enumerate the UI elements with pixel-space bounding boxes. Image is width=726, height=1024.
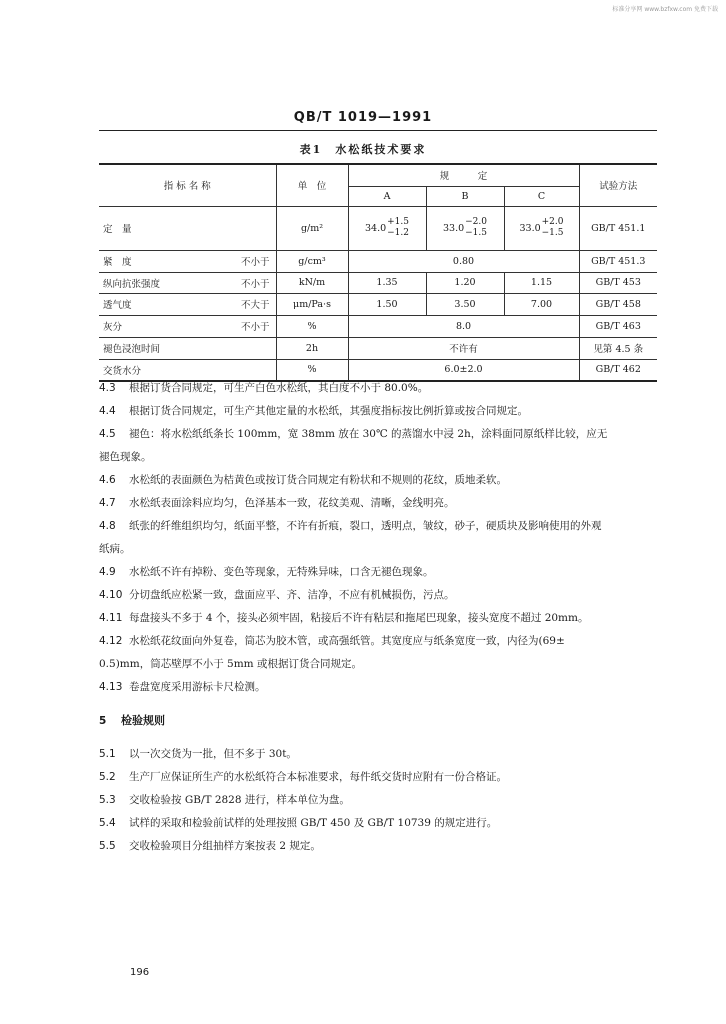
row-name: 定 量 — [99, 206, 231, 250]
row-value: 6.0±2.0 — [348, 359, 579, 381]
clause-5-3: 5.3 交收检验按 GB/T 2828 进行，样本单位为盘。 — [99, 794, 350, 806]
clause-5-4: 5.4 试样的采取和检验前试样的处理按照 GB/T 450 及 GB/T 10739 的规定进行。 — [99, 817, 498, 829]
header-rule — [99, 130, 657, 131]
row-condition — [231, 206, 276, 250]
clause-4-6: 4.6 水松纸的表面颜色为桔黄色或按订货合同规定有粉状和不规则的花纹，质地柔软。 — [99, 474, 507, 486]
row-unit: μm/Pa·s — [276, 293, 348, 315]
grade-b-value: 33.0 −2.0 −1.5 — [426, 206, 504, 250]
row-condition: 不小于 — [231, 315, 276, 337]
clause-4-8: 4.8 纸张的纤维组织均匀，纸面平整，不许有折痕，裂口，透明点，皱纹，砂子，硬质块及影响使用的外观 纸病。 — [99, 520, 602, 555]
clause-4-9: 4.9 水松纸不许有掉粉、变色等现象，无特殊异味，口含无褪色现象。 — [99, 566, 434, 578]
grade-a-value: 1.50 — [348, 293, 426, 315]
clause-5-5: 5.5 交收检验项目分组抽样方案按表 2 规定。 — [99, 840, 321, 852]
col-header-spec: 规 定 — [348, 164, 579, 186]
clause-4-5: 4.5 褪色：将水松纸纸条长 100mm，宽 38mm 放在 30℃ 的蒸馏水中浸 2h，涂料面同原纸样比较，应无 褪色现象。 — [99, 428, 608, 463]
row-unit: 2h — [276, 337, 348, 359]
grade-a-value: 34.0 +1.5 −1.2 — [348, 206, 426, 250]
row-condition: 不小于 — [231, 272, 276, 293]
spec-table — [99, 163, 657, 382]
table-row — [99, 272, 657, 293]
row-name: 交货水分 — [99, 359, 231, 381]
col-header-grade-a: A — [348, 186, 426, 206]
section-5-heading: 5 检验规则 — [99, 714, 165, 727]
clause-4-7: 4.7 水松纸表面涂料应均匀，色泽基本一致，花纹美观、清晰，金线明亮。 — [99, 497, 455, 509]
row-method: GB/T 463 — [579, 315, 657, 337]
row-method: GB/T 458 — [579, 293, 657, 315]
grade-c-value: 7.00 — [504, 293, 579, 315]
table-row — [99, 337, 657, 359]
table-row — [99, 315, 657, 337]
clause-4-3: 4.3 根据订货合同规定，可生产白色水松纸，其白度不小于 80.0%。 — [99, 382, 429, 394]
clause-4-13: 4.13 卷盘宽度采用游标卡尺检测。 — [99, 681, 266, 693]
clause-4-10: 4.10 分切盘纸应松紧一致，盘面应平、齐、洁净，不应有机械损伤，污点。 — [99, 589, 455, 601]
table-row — [99, 206, 657, 250]
col-header-method: 试验方法 — [579, 164, 657, 206]
row-value: 0.80 — [348, 250, 579, 272]
row-name: 纵向抗张强度 — [99, 272, 231, 293]
grade-c-value: 33.0 +2.0 −1.5 — [504, 206, 579, 250]
watermark: 标准分享网 www.bzfxw.com 免费下载 — [612, 6, 718, 13]
page-number: 196 — [130, 967, 150, 978]
row-unit: kN/m — [276, 272, 348, 293]
clause-4-12: 4.12 水松纸花纹面向外复卷，筒芯为胶木管，或高强纸管。其宽度应与纸条宽度一致，内径为(69± 0.5)mm，筒芯壁厚不小于 5mm 或根据订货合同规定。 — [99, 635, 565, 670]
row-method: GB/T 462 — [579, 359, 657, 381]
clause-5-1: 5.1 以一次交货为一批，但不多于 30t。 — [99, 748, 297, 760]
grade-b-value: 3.50 — [426, 293, 504, 315]
row-method: GB/T 451.1 — [579, 206, 657, 250]
row-name: 紧 度 — [99, 250, 231, 272]
row-unit: g/cm³ — [276, 250, 348, 272]
table-title: 表1 水松纸技术要求 — [299, 143, 427, 156]
row-condition: 不大于 — [231, 293, 276, 315]
row-name: 透气度 — [99, 293, 231, 315]
row-unit: g/m² — [276, 206, 348, 250]
row-name: 灰分 — [99, 315, 231, 337]
col-header-grade-b: B — [426, 186, 504, 206]
grade-a-value: 1.35 — [348, 272, 426, 293]
grade-b-value: 1.20 — [426, 272, 504, 293]
col-header-indicator: 指 标 名 称 — [99, 164, 276, 206]
row-condition: 不小于 — [231, 250, 276, 272]
row-unit: % — [276, 315, 348, 337]
col-header-unit: 单 位 — [276, 164, 348, 206]
clause-4-11: 4.11 每盘接头不多于 4 个，接头必须牢固，粘接后不许有粘层和拖尾巴现象，接头宽度不超过 20mm。 — [99, 612, 589, 624]
row-condition — [231, 337, 276, 359]
table-row — [99, 293, 657, 315]
row-method: GB/T 453 — [579, 272, 657, 293]
row-value: 8.0 — [348, 315, 579, 337]
body-text — [99, 377, 665, 858]
table-header-row — [99, 164, 657, 186]
row-method: GB/T 451.3 — [579, 250, 657, 272]
clause-4-4: 4.4 根据订货合同规定，可生产其他定量的水松纸，其强度指标按比例折算或按合同规定。 — [99, 405, 528, 417]
col-header-grade-c: C — [504, 186, 579, 206]
row-unit: % — [276, 359, 348, 381]
grade-c-value: 1.15 — [504, 272, 579, 293]
row-name: 褪色浸泡时间 — [99, 337, 231, 359]
table-row — [99, 250, 657, 272]
row-method: 见第 4.5 条 — [579, 337, 657, 359]
standard-code-header: QB/T 1019—1991 — [293, 110, 433, 125]
clause-5-2: 5.2 生产厂应保证所生产的水松纸符合本标准要求，每件纸交货时应附有一份合格证。 — [99, 771, 507, 783]
row-value: 不许有 — [348, 337, 579, 359]
